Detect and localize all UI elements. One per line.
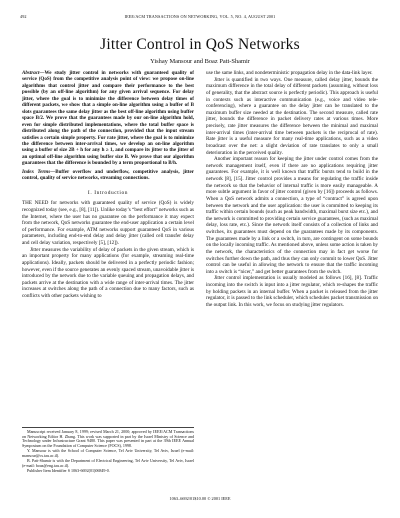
intro-paragraph: Jitter measures the variability of delay of packets in the given stream, which is an important property for many applications (for example, streaming real-time applications). Ideally, packets should be delivered in a perfectly periodic fashion; however, even if the source generates an evenly spaced stream, unavoidable jitter is introduced by the network due to the variable queuing and propagation delays, and packets arrive at the destination with a wide range of inter-arrival times. The jitter increases at switches along the path of a connection due to many factors, such as conflicts with other packets wishing to <box>22 246 194 300</box>
page-number: 492 <box>20 14 27 19</box>
index-terms-lead: Index Terms— <box>22 168 56 175</box>
index-terms-text: Buffer overflow and underflow, competitive analysis, jitter control, quality of service networks, streaming connections. <box>22 168 194 182</box>
body-paragraph: Another important reason for keeping the jitter under control comes from the network management itself, even if there are no applications requiring jitter guarantees. For example, it is well known that traffic bursts tend to build in the network [8], [15]. Jitter control provides a means for regulating the traffic inside the network so that the behavior of internal traffic is more easily manageable. A more subtle argument in favor of jitter control (given by [16]) proceeds as follows. When a QoS network admits a connection, a type of “contract” is agreed upon between the network and the user application: the user is committed to keeping its traffic within certain bounds (such as peak bandwidth, maximal burst size etc.), and the network is committed to providing certain service guarantees, (such as maximal delay, loss rate, etc.). Since the network itself consists of a collection of links and switches, its guarantees must depend on the guarantees made by its components. The guarantees made by a link or a switch, in turn, are contingent on some bounds on the locally incoming traffic. As mentioned above, unless some action is taken by the network, the characteristics of the connection may in fact get worse for switches further down the path, and thus they can only commit to lower QoS. Jitter control can be useful in allowing the network to ensure that the traffic incoming into a switch is “nicer,” and get better guarantees from the switch. <box>206 156 378 275</box>
abstract <box>22 70 194 167</box>
footnote: B. Patt-Shamir is with the Department of Electrical Engineering, Tel Aviv University, Tel Aviv, Israel (e-mail: boaz@eng.tau.ac.il). <box>22 458 194 468</box>
abstract-lead: Abstract— <box>22 70 45 76</box>
section-heading: I. Introduction <box>87 189 129 196</box>
journal-header: IEEE/ACM TRANSACTIONS ON NETWORKING, VOL. 5, NO. 4, AUGUST 2001 <box>124 14 276 19</box>
index-terms <box>22 169 194 182</box>
footnote: Y. Mansour is with the School of Computer Science, Tel Aviv University, Tel Aviv, Israel (e-mail: mansour@cs.tau.ac.il). <box>22 448 194 458</box>
running-header <box>20 14 380 22</box>
footnote: Manuscript received January 8, 1999; revised March 21, 2000; approved by IEEE/ACM Transactions on Networking Editor H. Zhang. This work was supported in part by the Israel Ministry of Science and Technology under Infrastructure Grant 9480. This paper was presented in part at the 39th IEEE Annual Symposium on the Foundation of Computer Science (FOCS), 1998. <box>22 429 194 449</box>
right-column <box>206 70 378 309</box>
footnotes <box>22 427 194 474</box>
footnote: Publisher Item Identifier S 1063-6692(01)06849-0. <box>27 467 110 473</box>
paper-authors: Yishay Mansour and Boaz Patt-Shamir <box>150 58 250 65</box>
abstract-text: We study jitter control in networks with guaranteed quality of service (QoS) from the competitive analysis point of view: we propose on-line algorithms that control jitter and compare their performance to the best possible (by an off-line algorithm) for any given arrival sequence. For delay jitter, where the goal is to minimize the difference between delay times of different packets, we show that a simple on-line algorithm using a buffer of B slots guarantees the same delay jitter as the best off-line algorithm using buffer space B/2. We prove that the guarantees made by our on-line algorithm hold, even for simple distributed implementations, where the total buffer space is distributed along the path of the connection, provided that the input stream satisfies a certain simple property. For rate jitter, where the goal is to minimize the difference between inter-arrival times, we develop an on-line algorithm using a buffer of size 2B + h for any h ≥ 1, and compare its jitter to the jitter of an optimal off-line algorithm using buffer size B. We prove that our algorithm guarantees that the difference is bounded by a term proportional to B/h. <box>22 70 194 167</box>
body-paragraph: Jitter is quantified in two ways. One measure, called delay jitter, bounds the maximum difference in the total delay of different packets (assuming, without loss of generality, that the abstract source is perfectly periodic). This approach is useful in contexts such as interactive communication (e.g., voice and video tele-conferencing), where a guarantee on the delay jitter can be translated to the maximum buffer size needed at the destination. The second measure, called rate jitter, bounds the difference in packet delivery rates at various times. More precisely, rate jitter measures the difference between the minimal and maximal inter-arrival times (inter-arrival time between packets is the reciprocal of rate). Rate jitter is a useful measure for many real-time applications, such as a video broadcast over the net: a slight deviation of rate translates to only a small deterioration in the perceived quality. <box>206 76 378 156</box>
copyright-line: 1063–6692/01$10.00 © 2001 IEEE <box>169 496 231 501</box>
left-column <box>22 70 194 300</box>
body-paragraph: Jitter control implementation is usually modeled as follows [16], [8]. Traffic incoming into the switch is input into a jitter regulator, which re-shapes the traffic by holding packets in an internal buffer. When a packet is released from the jitter regulator, it is passed to the link scheduler, which schedules packet transmission on the output link. In this work, we focus on studying jitter regulators. <box>206 275 378 308</box>
intro-paragraph: THE NEED for networks with guaranteed quality of service (QoS) is widely recognized today (see, e.g., [8], [11]). Unlike today’s “best effort” networks such as the Internet, where the user has no guarantee on the performance it may expect from the network, QoS networks guarantee the end-user application a certain level of performance. For example, ATM networks support guaranteed QoS in various parameters, including end-to-end delay and delay jitter (called cell transfer delay and cell delay variation, respectively [5], [12]). <box>22 200 194 247</box>
body-paragraph: use the same links, and nondeterministic propagation delay in the data-link layer. <box>206 70 373 76</box>
paper-title: Jitter Control in QoS Networks <box>100 36 300 53</box>
